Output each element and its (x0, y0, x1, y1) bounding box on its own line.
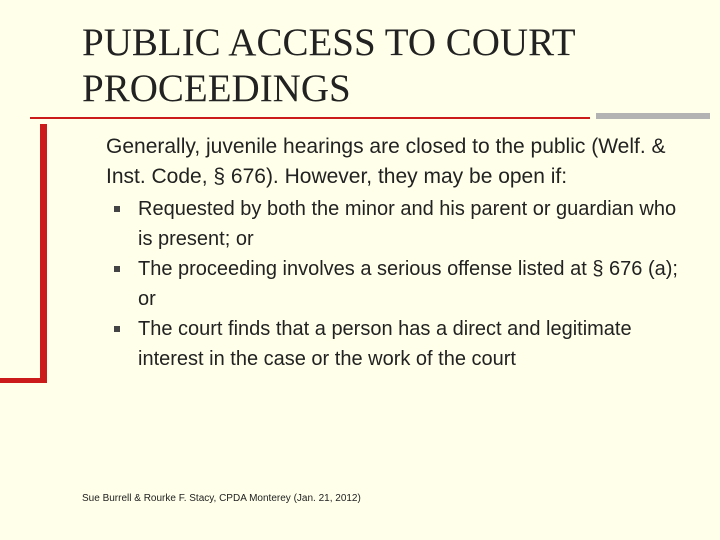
intro-text: Generally, juvenile hearings are closed to the public (Welf. & Inst. Code, § 676). However, they may be open if: (106, 135, 666, 188)
slide-title (82, 20, 702, 112)
slide-body (106, 132, 696, 374)
square-bullet-icon (114, 326, 120, 332)
list-item (138, 314, 696, 374)
square-bullet-icon (114, 206, 120, 212)
bullet-text: Requested by both the minor and his parent or guardian who is present; or (138, 198, 677, 250)
slide-title-line-1: PUBLIC ACCESS TO COURT (82, 21, 576, 64)
list-item (138, 194, 696, 254)
bullet-text: The proceeding involves a serious offense listed at § 676 (a); or (138, 258, 678, 310)
bullet-text: The court finds that a person has a direct and legitimate interest in the case or the work of the court (138, 318, 632, 370)
title-divider-red (30, 117, 590, 119)
bullet-list (106, 194, 696, 374)
list-item (138, 254, 696, 314)
square-bullet-icon (114, 266, 120, 272)
slide-title-line-2: PROCEEDINGS (82, 67, 351, 110)
left-accent-base (0, 378, 47, 383)
footer-citation: Sue Burrell & Rourke F. Stacy, CPDA Monterey (Jan. 21, 2012) (82, 493, 361, 504)
left-accent-bar (40, 124, 47, 382)
title-divider-gray (596, 113, 710, 119)
